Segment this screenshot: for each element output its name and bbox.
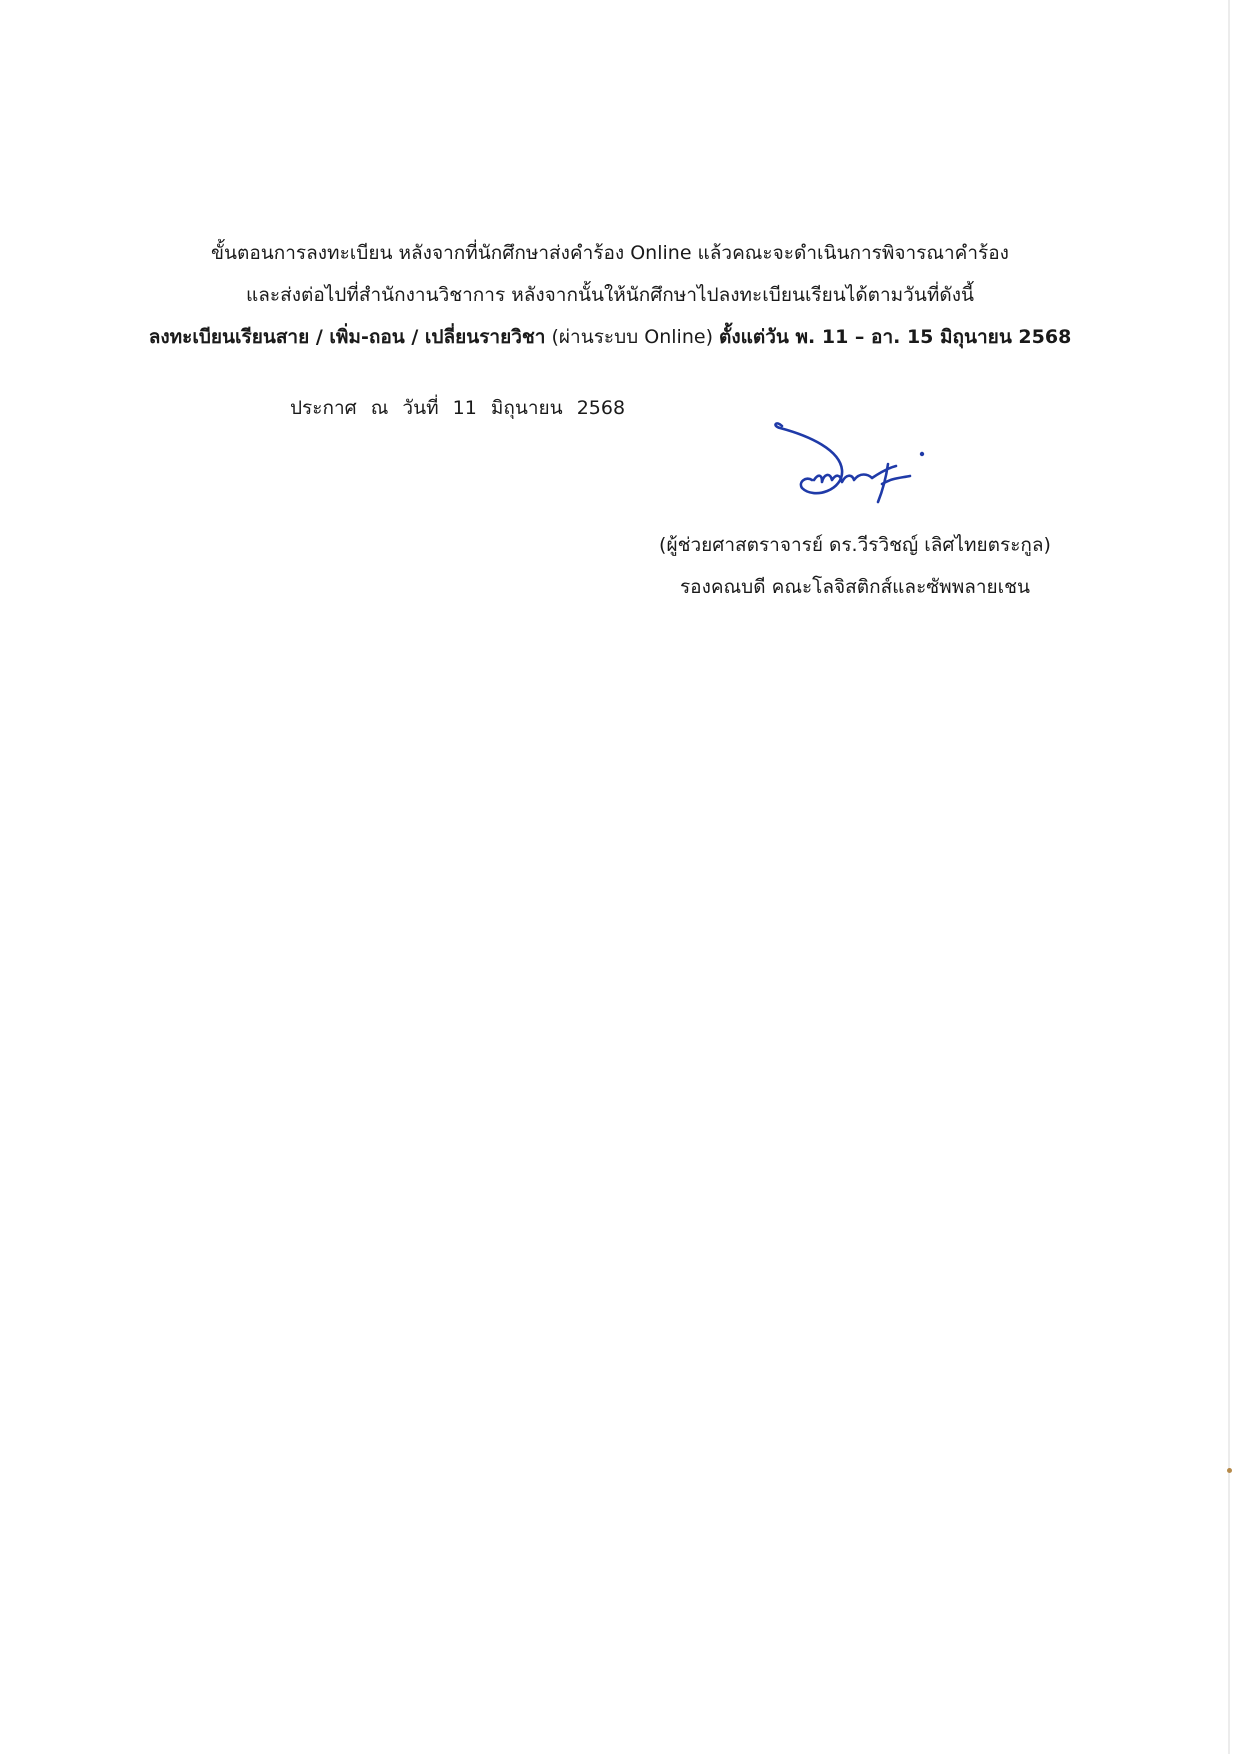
announcement-date: ประกาศ ณ วันที่ 11 มิถุนายน 2568 [290, 397, 626, 419]
scan-speck [1227, 1468, 1232, 1473]
online-note: (ผ่านระบบ Online) [545, 326, 720, 348]
paragraph-line-3 [0, 316, 1220, 358]
paragraph-line-2: และส่งต่อไปที่สำนักงานวิชาการ หลังจากนั้นให้นักศึกษาไปลงทะเบียนเรียนได้ตามวันที่ดังนี้ [246, 284, 974, 306]
signer-name: (ผู้ช่วยศาสตราจารย์ ดร.วีรวิชญ์ เลิศไทยตระกูล) [659, 534, 1051, 556]
signer-block [620, 524, 1090, 608]
page-edge [1228, 0, 1230, 1754]
signature-image [770, 418, 980, 518]
signer-position: รองคณบดี คณะโลจิสติกส์และซัพพลายเชน [679, 576, 1031, 598]
registration-dates: ตั้งแต่วัน พ. 11 – อา. 15 มิถุนายน 2568 [719, 326, 1072, 348]
body-paragraph [0, 232, 1220, 358]
registration-types: ลงทะเบียนเรียนสาย / เพิ่ม-ถอน / เปลี่ยนรายวิชา [148, 326, 546, 348]
paragraph-line-1: ขั้นตอนการลงทะเบียน หลังจากที่นักศึกษาส่งคำร้อง Online แล้วคณะจะดำเนินการพิจารณาคำร้อง [211, 242, 1009, 264]
